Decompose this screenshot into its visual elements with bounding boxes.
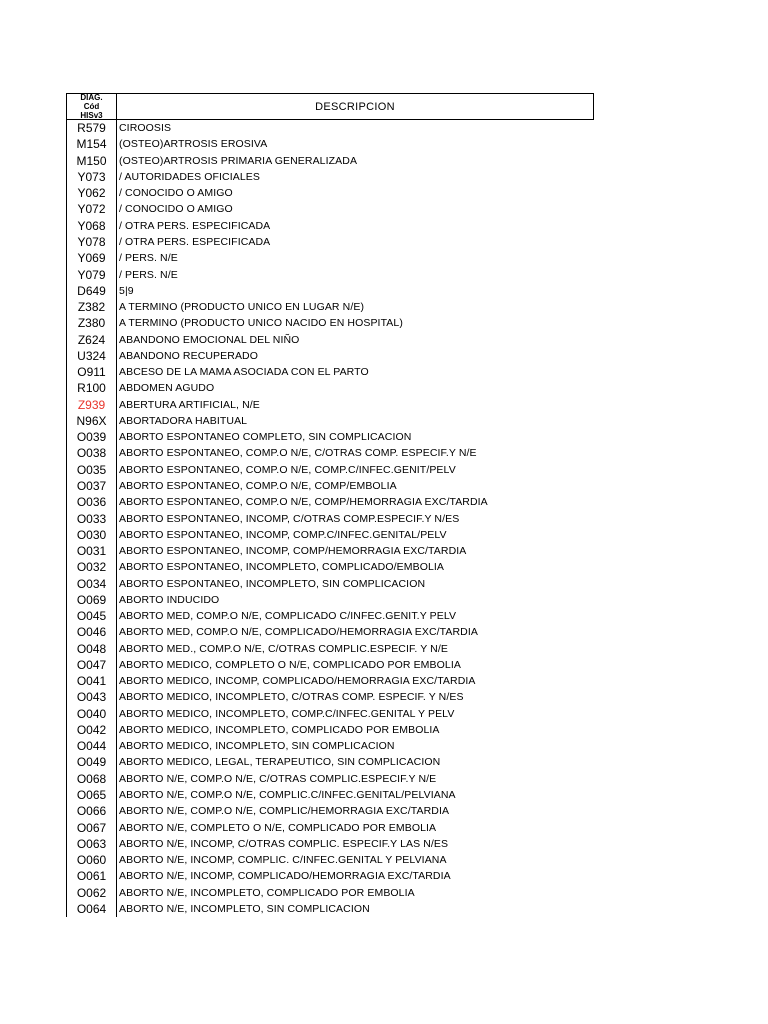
table-row (67, 153, 594, 169)
diagnosis-description: ABORTO ESPONTANEO, COMP.O N/E, C/OTRAS COMP. ESPECIF.Y N/E (119, 447, 477, 460)
diagnosis-description: ABCESO DE LA MAMA ASOCIADA CON EL PARTO (119, 366, 369, 379)
diagnosis-code: O064 (67, 901, 117, 917)
diagnosis-description: ABORTO MEDICO, LEGAL, TERAPEUTICO, SIN COMPLICACION (119, 756, 441, 769)
diagnosis-description: / PERS. N/E (119, 252, 178, 265)
diagnosis-code: R579 (67, 120, 117, 136)
diagnosis-code: O048 (67, 641, 117, 657)
diagnosis-description: ABORTO MEDICO, INCOMPLETO, COMP.C/INFEC.GENITAL Y PELV (119, 707, 455, 720)
diagnosis-code: O049 (67, 754, 117, 770)
diagnosis-code: O033 (67, 510, 117, 526)
table-row (67, 673, 594, 689)
diagnosis-description: ABORTO MEDICO, INCOMPLETO, COMPLICADO POR EMBOLIA (119, 723, 440, 736)
diagnosis-description: ABORTO ESPONTANEO, COMP.O N/E, COMP/HEMORRAGIA EXC/TARDIA (119, 496, 488, 509)
diagnosis-code: O032 (67, 559, 117, 575)
table-row (67, 803, 594, 819)
table-row (67, 819, 594, 835)
table-row (67, 266, 594, 282)
diagnosis-description: ABORTO MEDICO, INCOMPLETO, C/OTRAS COMP. ESPECIF. Y N/ES (119, 691, 464, 704)
diagnosis-code: O030 (67, 527, 117, 543)
diagnosis-code: O911 (67, 364, 117, 380)
diagnosis-code: U324 (67, 348, 117, 364)
table-row (67, 722, 594, 738)
table-row (67, 331, 594, 347)
table-row (67, 315, 594, 331)
table-row (67, 787, 594, 803)
diagnosis-code: D649 (67, 283, 117, 299)
diagnosis-code: O061 (67, 868, 117, 884)
diagnosis-code: Z939 (67, 397, 117, 413)
diagnosis-code: N96X (67, 413, 117, 429)
table-row (67, 527, 594, 543)
diagnosis-code: O065 (67, 787, 117, 803)
table-row (67, 380, 594, 396)
table-row (67, 592, 594, 608)
table-header (66, 93, 594, 120)
table-row (67, 185, 594, 201)
diagnosis-code: O044 (67, 738, 117, 754)
diagnosis-code: Y062 (67, 185, 117, 201)
table-body (66, 120, 594, 917)
diagnosis-code: Y072 (67, 201, 117, 217)
table-row (67, 136, 594, 152)
diagnosis-description: ABORTO N/E, INCOMPLETO, SIN COMPLICACION (119, 902, 370, 915)
diagnosis-code: Y078 (67, 234, 117, 250)
diagnosis-description: ABORTO MED, COMP.O N/E, COMPLICADO/HEMORRAGIA EXC/TARDIA (119, 626, 478, 639)
code-header-line1: DIAG. (80, 94, 103, 102)
table-row (67, 559, 594, 575)
table-row (67, 657, 594, 673)
table-row (67, 543, 594, 559)
diagnosis-description: ABORTO ESPONTANEO, COMP.O N/E, COMP/EMBOLIA (119, 479, 397, 492)
table-row (67, 169, 594, 185)
diagnosis-code: O034 (67, 575, 117, 591)
table-row (67, 706, 594, 722)
diagnosis-description: ABORTO MEDICO, INCOMPLETO, SIN COMPLICACION (119, 740, 395, 753)
diagnosis-description: ABORTO MED, COMP.O N/E, COMPLICADO C/INFEC.GENIT.Y PELV (119, 610, 457, 623)
diagnosis-description: A TERMINO (PRODUCTO UNICO EN LUGAR N/E) (119, 301, 365, 314)
code-column-header (67, 94, 117, 119)
diagnosis-code: O047 (67, 657, 117, 673)
diagnosis-description: (OSTEO)ARTROSIS EROSIVA (119, 138, 268, 151)
diagnosis-table (66, 93, 594, 917)
diagnosis-description: ABANDONO EMOCIONAL DEL NIÑO (119, 333, 300, 346)
table-row (67, 836, 594, 852)
diagnosis-description: ABORTO N/E, COMP.O N/E, COMPLIC.C/INFEC.GENITAL/PELVIANA (119, 789, 456, 802)
diagnosis-description: / AUTORIDADES OFICIALES (119, 170, 260, 183)
table-row (67, 738, 594, 754)
diagnosis-description: / OTRA PERS. ESPECIFICADA (119, 235, 271, 248)
diagnosis-description: ABDOMEN AGUDO (119, 382, 215, 395)
table-row (67, 478, 594, 494)
diagnosis-code: Y079 (67, 266, 117, 282)
diagnosis-code: M154 (67, 136, 117, 152)
diagnosis-code: Y068 (67, 218, 117, 234)
table-row (67, 462, 594, 478)
diagnosis-description: ABORTO ESPONTANEO, INCOMPLETO, COMPLICADO/EMBOLIA (119, 561, 445, 574)
diagnosis-code: O062 (67, 884, 117, 900)
code-header-line2: Cód (83, 102, 100, 111)
diagnosis-description: ABORTO MEDICO, INCOMP, COMPLICADO/HEMORRAGIA EXC/TARDIA (119, 675, 476, 688)
diagnosis-description: ABORTO INDUCIDO (119, 593, 220, 606)
diagnosis-code: O060 (67, 852, 117, 868)
table-row (67, 608, 594, 624)
diagnosis-description: ABORTO ESPONTANEO, COMP.O N/E, COMP.C/INFEC.GENIT/PELV (119, 463, 456, 476)
diagnosis-description: ABORTO N/E, COMP.O N/E, C/OTRAS COMPLIC.ESPECIF.Y N/E (119, 772, 437, 785)
diagnosis-description: ABORTO N/E, COMPLETO O N/E, COMPLICADO POR EMBOLIA (119, 821, 437, 834)
diagnosis-code: O040 (67, 706, 117, 722)
code-header-line3: HISv3 (80, 111, 103, 119)
diagnosis-code: O043 (67, 689, 117, 705)
table-row (67, 852, 594, 868)
table-row (67, 299, 594, 315)
table-row (67, 120, 594, 136)
table-row (67, 754, 594, 770)
diagnosis-description: ABORTO MED., COMP.O N/E, C/OTRAS COMPLIC.ESPECIF. Y N/E (119, 642, 448, 655)
diagnosis-description: / CONOCIDO O AMIGO (119, 203, 233, 216)
table-row (67, 575, 594, 591)
table-row (67, 868, 594, 884)
table-row (67, 364, 594, 380)
diagnosis-code: Y069 (67, 250, 117, 266)
diagnosis-description: ABORTO N/E, INCOMP, COMPLICADO/HEMORRAGIA EXC/TARDIA (119, 870, 451, 883)
diagnosis-description: ABORTO MEDICO, COMPLETO O N/E, COMPLICADO POR EMBOLIA (119, 658, 461, 671)
diagnosis-description: / OTRA PERS. ESPECIFICADA (119, 219, 271, 232)
diagnosis-description: ABORTO N/E, COMP.O N/E, COMPLIC/HEMORRAGIA EXC/TARDIA (119, 805, 450, 818)
description-column-header: DESCRIPCION (315, 100, 395, 113)
diagnosis-code: O035 (67, 462, 117, 478)
diagnosis-description: ABANDONO RECUPERADO (119, 349, 259, 362)
diagnosis-code: M150 (67, 153, 117, 169)
diagnosis-code: Z380 (67, 315, 117, 331)
diagnosis-code: O038 (67, 445, 117, 461)
table-row (67, 771, 594, 787)
table-row (67, 201, 594, 217)
table-row (67, 234, 594, 250)
diagnosis-description: (OSTEO)ARTROSIS PRIMARIA GENERALIZADA (119, 154, 358, 167)
diagnosis-code: O069 (67, 592, 117, 608)
table-row (67, 624, 594, 640)
diagnosis-description: CIROOSIS (119, 122, 172, 135)
table-row (67, 884, 594, 900)
diagnosis-code: Z624 (67, 331, 117, 347)
table-row (67, 494, 594, 510)
diagnosis-code: O046 (67, 624, 117, 640)
diagnosis-description: A TERMINO (PRODUCTO UNICO NACIDO EN HOSPITAL) (119, 317, 403, 330)
diagnosis-code: O067 (67, 819, 117, 835)
diagnosis-code: O045 (67, 608, 117, 624)
diagnosis-description: / CONOCIDO O AMIGO (119, 187, 233, 200)
diagnosis-code: O039 (67, 429, 117, 445)
table-row (67, 283, 594, 299)
diagnosis-code: O042 (67, 722, 117, 738)
table-row (67, 218, 594, 234)
diagnosis-description: ABORTADORA HABITUAL (119, 414, 248, 427)
diagnosis-description: ABERTURA ARTIFICIAL, N/E (119, 398, 260, 411)
diagnosis-code: O037 (67, 478, 117, 494)
diagnosis-description: 5|9 (119, 284, 134, 297)
table-row (67, 397, 594, 413)
diagnosis-code: O068 (67, 771, 117, 787)
diagnosis-description: / PERS. N/E (119, 268, 178, 281)
table-row (67, 641, 594, 657)
diagnosis-description: ABORTO ESPONTANEO, INCOMP, COMP.C/INFEC.GENITAL/PELV (119, 528, 447, 541)
diagnosis-description: ABORTO ESPONTANEO COMPLETO, SIN COMPLICACION (119, 431, 412, 444)
table-row (67, 510, 594, 526)
table-row (67, 689, 594, 705)
table-row (67, 901, 594, 917)
table-row (67, 413, 594, 429)
diagnosis-code: O036 (67, 494, 117, 510)
table-row (67, 429, 594, 445)
diagnosis-description: ABORTO N/E, INCOMP, COMPLIC. C/INFEC.GENITAL Y PELVIANA (119, 854, 447, 867)
diagnosis-description: ABORTO ESPONTANEO, INCOMP, COMP/HEMORRAGIA EXC/TARDIA (119, 545, 467, 558)
table-row (67, 348, 594, 364)
diagnosis-code: R100 (67, 380, 117, 396)
table-row (67, 445, 594, 461)
diagnosis-code: O041 (67, 673, 117, 689)
diagnosis-description: ABORTO N/E, INCOMP, C/OTRAS COMPLIC. ESPECIF.Y LAS N/ES (119, 837, 449, 850)
diagnosis-description: ABORTO ESPONTANEO, INCOMPLETO, SIN COMPLICACION (119, 577, 426, 590)
diagnosis-code: O031 (67, 543, 117, 559)
table-row (67, 250, 594, 266)
diagnosis-description: ABORTO ESPONTANEO, INCOMP, C/OTRAS COMP.ESPECIF.Y N/ES (119, 512, 460, 525)
diagnosis-description: ABORTO N/E, INCOMPLETO, COMPLICADO POR EMBOLIA (119, 886, 415, 899)
diagnosis-code: Y073 (67, 169, 117, 185)
diagnosis-code: O066 (67, 803, 117, 819)
diagnosis-code: O063 (67, 836, 117, 852)
diagnosis-code: Z382 (67, 299, 117, 315)
